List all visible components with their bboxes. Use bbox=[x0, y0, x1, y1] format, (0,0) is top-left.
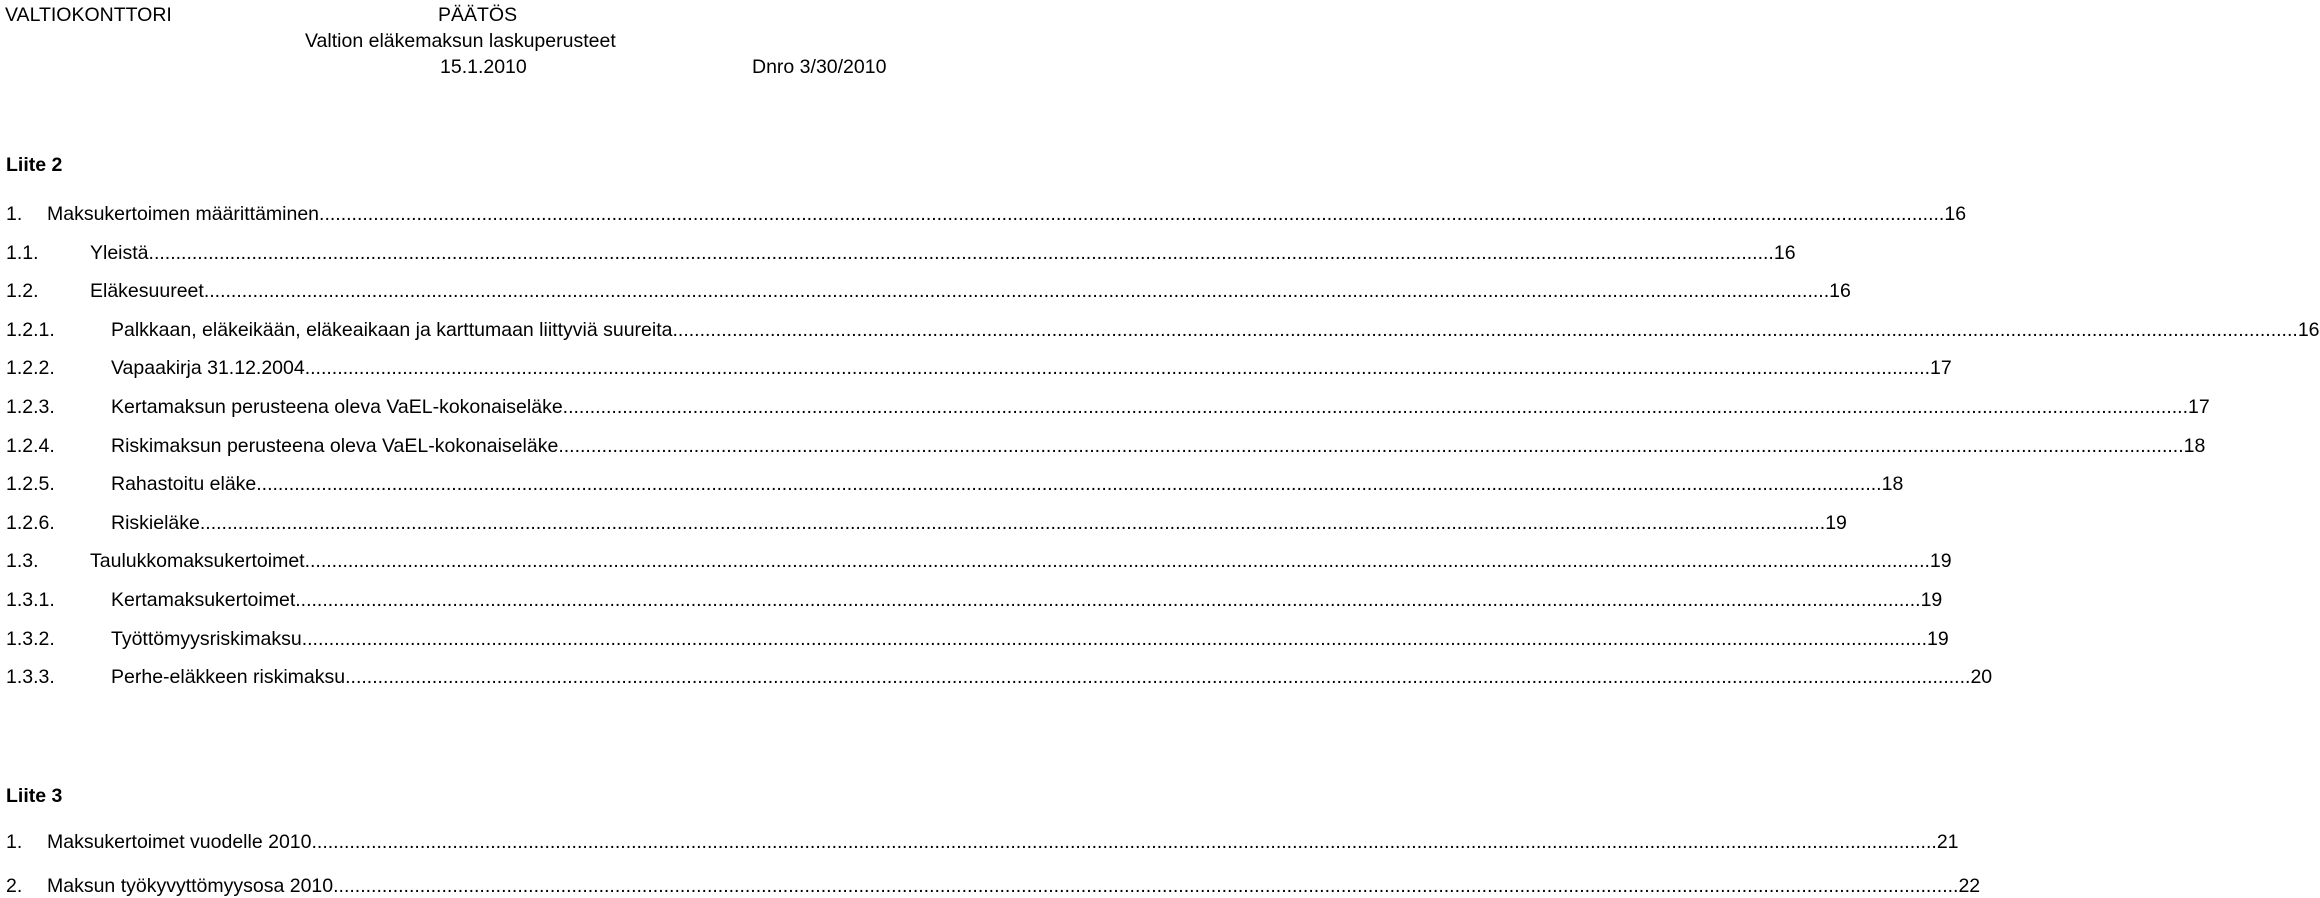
toc-entry-title: Kertamaksukertoimet bbox=[111, 589, 296, 611]
toc-entry-page: 21 bbox=[1936, 831, 1959, 853]
toc-entry[interactable] bbox=[0, 202, 1967, 226]
toc-leader-dots: ............................................................................................................................................................................................................................................................................................................ bbox=[562, 396, 2188, 418]
toc-leader-dots: ............................................................................................................................................................................................................................................................................................................ bbox=[295, 589, 1921, 611]
toc-entry-page: 16 bbox=[1944, 203, 1967, 225]
section-title-liite-3: Liite 3 bbox=[6, 785, 63, 807]
toc-entry[interactable] bbox=[0, 874, 1981, 898]
toc-entry-number: 1.2.1. bbox=[6, 318, 55, 341]
toc-leader-dots: ............................................................................................................................................................................................................................................................................................................ bbox=[256, 473, 1882, 496]
toc-entry-number: 1. bbox=[6, 203, 23, 225]
toc-entry-title: Yleistä bbox=[90, 241, 149, 264]
toc-entry-title: Vapaakirja 31.12.2004 bbox=[111, 357, 305, 380]
toc-entry-page: 18 bbox=[2183, 434, 2206, 457]
toc-entry-title: Työttömyysriskimaksu bbox=[111, 627, 302, 650]
toc-entry[interactable] bbox=[0, 434, 2206, 458]
toc-entry-title: Maksukertoimet vuodelle 2010 bbox=[47, 831, 312, 853]
toc-entry[interactable] bbox=[0, 665, 1993, 689]
toc-entry-page: 19 bbox=[1825, 511, 1847, 534]
toc-entry[interactable] bbox=[0, 627, 1949, 651]
toc-entry[interactable] bbox=[0, 318, 2320, 342]
toc-entry-number: 1.3.2. bbox=[6, 627, 55, 650]
toc-leader-dots: ............................................................................................................................................................................................................................................................................................................ bbox=[148, 241, 1774, 264]
toc-leader-dots: ............................................................................................................................................................................................................................................................................................................ bbox=[311, 831, 1937, 853]
toc-leader-dots: ............................................................................................................................................................................................................................................................................................................ bbox=[304, 550, 1930, 573]
toc-entry-number: 2. bbox=[6, 875, 23, 897]
toc-entry-number: 1.2.4. bbox=[6, 434, 55, 457]
toc-entry-number: 1.2. bbox=[6, 280, 39, 303]
toc-entry-number: 1.2.3. bbox=[6, 396, 55, 418]
toc-entry-number: 1. bbox=[6, 831, 23, 853]
toc-entry-page: 16 bbox=[1829, 280, 1851, 303]
toc-entry-title: Rahastoitu eläke bbox=[111, 473, 257, 496]
toc-entry-title: Riskieläke bbox=[111, 511, 200, 534]
toc-entry-number: 1.2.2. bbox=[6, 357, 55, 380]
toc-entry-page: 19 bbox=[1929, 550, 1952, 573]
toc-leader-dots: ............................................................................................................................................................................................................................................................................................................ bbox=[333, 875, 1959, 897]
header-date: 15.1.2010 bbox=[440, 56, 527, 78]
toc-entry[interactable] bbox=[0, 830, 1959, 854]
toc-entry-page: 18 bbox=[1881, 473, 1904, 496]
toc-entry-page: 16 bbox=[1773, 241, 1796, 264]
header-organization: VALTIOKONTTORI bbox=[5, 4, 172, 26]
toc-entry[interactable] bbox=[0, 549, 1952, 573]
toc-leader-dots: ............................................................................................................................................................................................................................................................................................................ bbox=[319, 203, 1945, 225]
toc-entry-number: 1.2.6. bbox=[6, 511, 55, 534]
toc-leader-dots: ............................................................................................................................................................................................................................................................................................................ bbox=[199, 511, 1826, 534]
toc-entry-title: Riskimaksun perusteena oleva VaEL-kokonaiseläke bbox=[111, 434, 559, 457]
toc-entry[interactable] bbox=[0, 511, 1847, 535]
toc-leader-dots: ............................................................................................................................................................................................................................................................................................................ bbox=[203, 280, 1830, 303]
toc-entry-title: Palkkaan, eläkeikään, eläkeaikaan ja karttumaan liittyviä suureita bbox=[111, 318, 673, 341]
header-document-type: PÄÄTÖS bbox=[438, 4, 518, 26]
toc-leader-dots: ............................................................................................................................................................................................................................................................................................................ bbox=[301, 627, 1928, 650]
toc-entry-title: Maksukertoimen määrittäminen bbox=[47, 203, 320, 225]
toc-entry-page: 17 bbox=[2188, 396, 2210, 418]
toc-leader-dots: ............................................................................................................................................................................................................................................................................................................ bbox=[345, 666, 1971, 689]
toc-entry-page: 19 bbox=[1920, 589, 1943, 611]
toc-entry-page: 19 bbox=[1927, 627, 1949, 650]
toc-entry-page: 16 bbox=[2297, 318, 2320, 341]
toc-entry[interactable] bbox=[0, 241, 1796, 265]
toc-entry-number: 1.3.1. bbox=[6, 589, 55, 611]
toc-entry-page: 20 bbox=[1970, 666, 1993, 689]
toc-entry-page: 22 bbox=[1958, 875, 1981, 897]
toc-entry[interactable] bbox=[0, 279, 1851, 303]
toc-leader-dots: ............................................................................................................................................................................................................................................................................................................ bbox=[672, 318, 2298, 341]
section-title-liite-2: Liite 2 bbox=[6, 154, 63, 176]
header-record-number: Dnro 3/30/2010 bbox=[752, 56, 887, 78]
toc-entry[interactable] bbox=[0, 588, 1943, 612]
header-subtitle: Valtion eläkemaksun laskuperusteet bbox=[305, 30, 616, 52]
toc-entry-title: Perhe-eläkkeen riskimaksu bbox=[111, 666, 346, 689]
toc-entry-title: Kertamaksun perusteena oleva VaEL-kokonaiseläke bbox=[111, 396, 563, 418]
toc-entry-title: Taulukkomaksukertoimet bbox=[90, 550, 305, 573]
toc-entry[interactable] bbox=[0, 395, 2210, 419]
toc-entry[interactable] bbox=[0, 356, 1952, 380]
toc-entry-number: 1.2.5. bbox=[6, 473, 55, 496]
toc-leader-dots: ............................................................................................................................................................................................................................................................................................................ bbox=[558, 434, 2184, 457]
toc-entry-title: Eläkesuureet bbox=[90, 280, 204, 303]
toc-leader-dots: ............................................................................................................................................................................................................................................................................................................ bbox=[304, 357, 1931, 380]
toc-entry-title: Maksun työkyvyttömyysosa 2010 bbox=[47, 875, 334, 897]
toc-entry-number: 1.3.3. bbox=[6, 666, 55, 689]
toc-entry-number: 1.3. bbox=[6, 550, 39, 573]
toc-entry[interactable] bbox=[0, 472, 1904, 496]
toc-entry-number: 1.1. bbox=[6, 241, 39, 264]
toc-entry-page: 17 bbox=[1930, 357, 1952, 380]
